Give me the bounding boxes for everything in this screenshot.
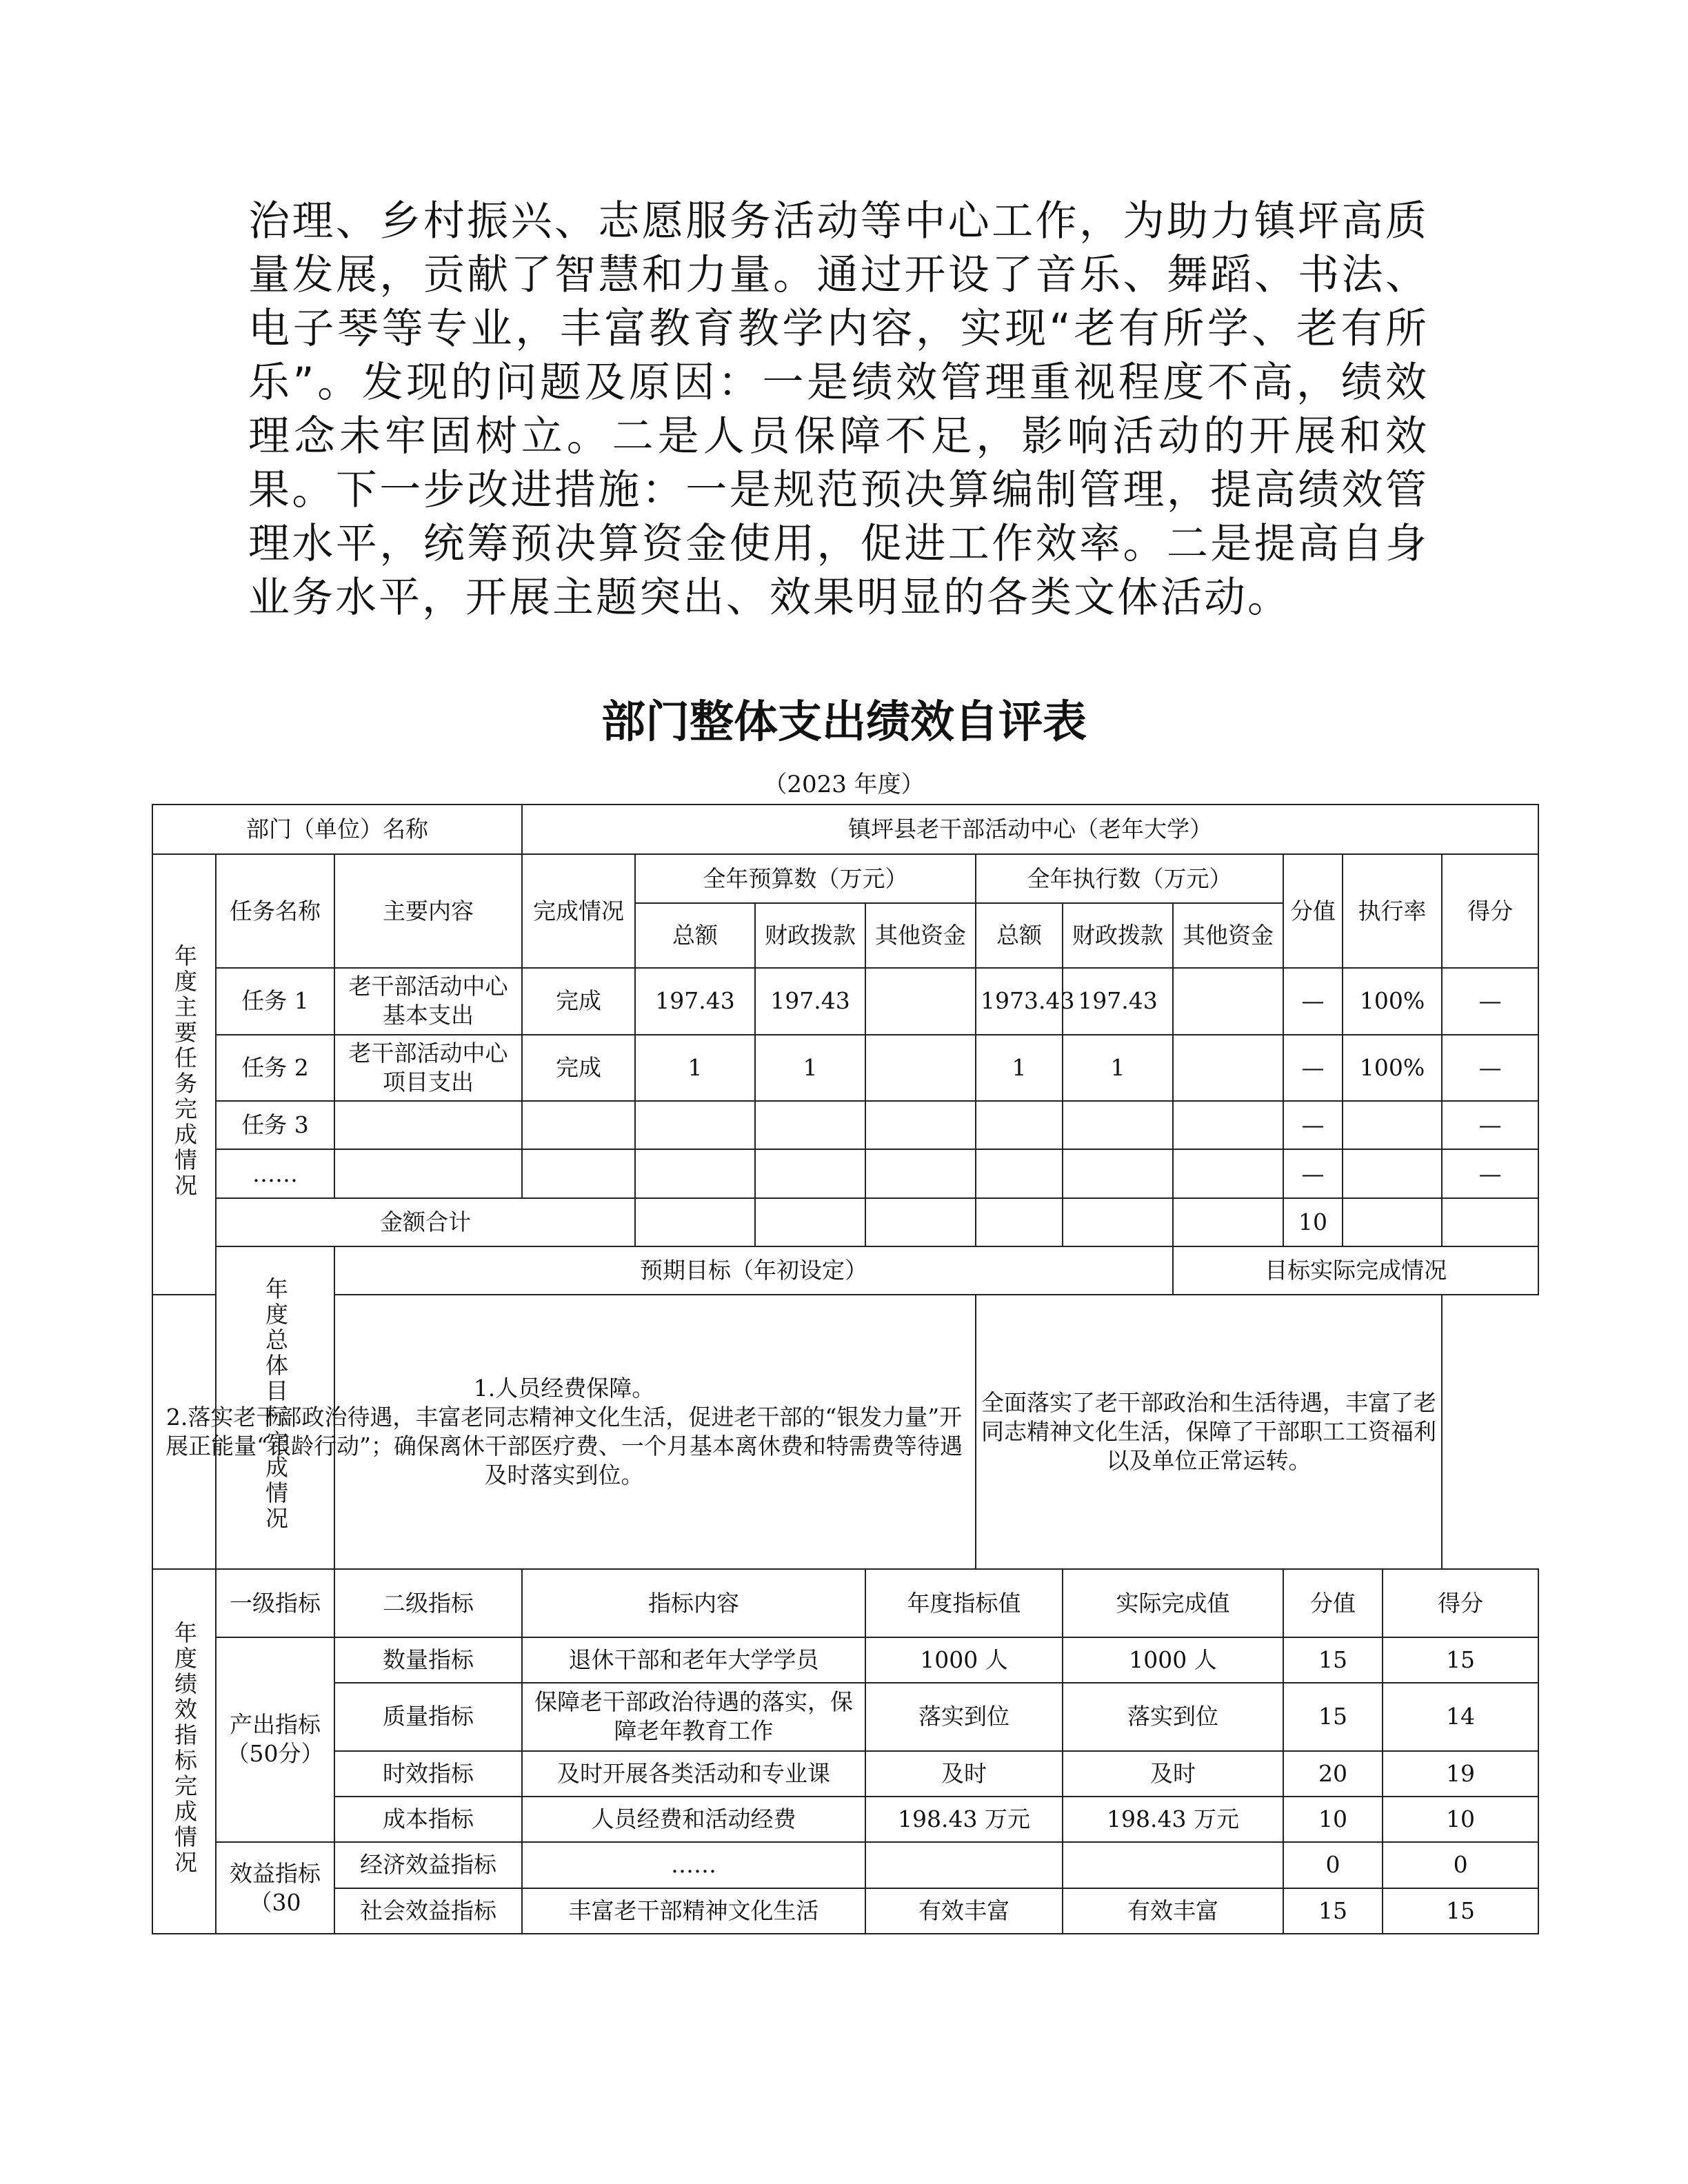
task-got: —	[1442, 1149, 1538, 1197]
body-paragraph: 治理、乡村振兴、志愿服务活动等中心工作，为助力镇坪高质量发展，贡献了智慧和力量。通过开设了音乐、舞蹈、书法、电子琴等专业，丰富教育教学内容，实现“老有所学、老有所乐”。发现的问题及原因：一是绩效管理重视程度不高，绩效理念未牢固树立。二是人员保障不足，影响活动的开展和效果。下一步改进措施：一是规范预决算编制管理，提高绩效管理水平，统筹预决算资金使用，促进工作效率。二是提高自身业务水平，开展主题突出、效果明显的各类文体活动。	[248, 197, 1429, 622]
table-row	[152, 1035, 1538, 1101]
table-row	[152, 968, 1538, 1034]
indicator-got: 15	[1383, 1637, 1538, 1683]
indicator-score-header: 分值	[1283, 1569, 1383, 1637]
exec-other-header: 其他资金	[1173, 903, 1283, 968]
task-rate	[1343, 1149, 1442, 1197]
task-content	[334, 1101, 522, 1149]
exec-fiscal-header: 财政拨款	[1063, 903, 1173, 968]
indicator-actual	[1063, 1842, 1283, 1888]
budget-fiscal: 1	[755, 1035, 865, 1101]
sum-score: 10	[1283, 1198, 1343, 1246]
budget-other	[865, 968, 976, 1034]
indicator-content: 退休干部和老年大学学员	[522, 1637, 865, 1683]
task-got: —	[1442, 1101, 1538, 1149]
indicator-got: 0	[1383, 1842, 1538, 1888]
task-name: 任务 1	[216, 968, 334, 1034]
budget-other	[865, 1149, 976, 1197]
performance-table	[152, 804, 1539, 1934]
expected-goal-line: 1.人员经费保障。	[473, 1375, 655, 1402]
budget-other	[865, 1035, 976, 1101]
score-header: 分值	[1283, 854, 1343, 968]
task-score: —	[1283, 968, 1343, 1034]
table-row	[152, 1888, 1538, 1934]
task-name: 任务 3	[216, 1101, 334, 1149]
indicator-target: 及时	[865, 1751, 1063, 1797]
got-header: 得分	[1442, 854, 1538, 968]
indicator-actual: 及时	[1063, 1751, 1283, 1797]
level2: 成本指标	[334, 1797, 522, 1842]
level1-header: 一级指标	[216, 1569, 334, 1637]
indicator-score: 10	[1283, 1797, 1383, 1842]
task-rate	[1343, 1101, 1442, 1149]
task-status: 完成	[522, 968, 635, 1034]
budget-other	[865, 1101, 976, 1149]
actual-goal-header: 目标实际完成情况	[1173, 1246, 1538, 1295]
indicator-content: 及时开展各类活动和专业课	[522, 1751, 865, 1797]
exec-fiscal: 197.43	[1063, 968, 1173, 1034]
task-status	[522, 1101, 635, 1149]
indicator-got: 19	[1383, 1751, 1538, 1797]
indicator-content: 丰富老干部精神文化生活	[522, 1888, 865, 1934]
exec-fiscal	[1063, 1101, 1173, 1149]
target-header: 年度指标值	[865, 1569, 1063, 1637]
budget-fiscal	[755, 1149, 865, 1197]
goals-section-label: 年度总体目标完成情况	[216, 1246, 334, 1569]
indicator-target: 有效丰富	[865, 1888, 1063, 1934]
output-indicator-group: 产出指标（50分）	[216, 1637, 334, 1842]
sum-label: 金额合计	[216, 1198, 635, 1246]
indicator-content: 人员经费和活动经费	[522, 1797, 865, 1842]
exec-total	[976, 1101, 1063, 1149]
task-content: 老干部活动中心基本支出	[334, 968, 522, 1034]
task-content	[334, 1149, 522, 1197]
indicator-score: 15	[1283, 1683, 1383, 1750]
indicator-content-header: 指标内容	[522, 1569, 865, 1637]
indicator-actual: 198.43 万元	[1063, 1797, 1283, 1842]
indicator-score: 15	[1283, 1637, 1383, 1683]
task-status	[522, 1149, 635, 1197]
task-name: 任务 2	[216, 1035, 334, 1101]
indicator-content: 保障老干部政治待遇的落实，保障老年教育工作	[522, 1683, 865, 1750]
table-row	[152, 1797, 1538, 1842]
benefit-indicator-group: 效益指标（30	[216, 1842, 334, 1934]
indicator-score: 20	[1283, 1751, 1383, 1797]
budget-fiscal	[755, 1101, 865, 1149]
budget-fiscal-header: 财政拨款	[755, 903, 865, 968]
indicator-content: ……	[522, 1842, 865, 1888]
table-row	[152, 1842, 1538, 1888]
table-row	[152, 1637, 1538, 1683]
indicator-target: 1000 人	[865, 1637, 1063, 1683]
budget-total	[635, 1101, 755, 1149]
exec-header: 全年执行数（万元）	[976, 854, 1283, 902]
form-subtitle: （2023 年度）	[763, 771, 925, 798]
indicator-got: 10	[1383, 1797, 1538, 1842]
indicator-got: 15	[1383, 1888, 1538, 1934]
task-score: —	[1283, 1149, 1343, 1197]
level2: 社会效益指标	[334, 1888, 522, 1934]
exec-other	[1173, 1149, 1283, 1197]
exec-total: 1973.43	[976, 968, 1063, 1034]
actual-header: 实际完成值	[1063, 1569, 1283, 1637]
budget-total: 197.43	[635, 968, 755, 1034]
expected-goal-header: 预期目标（年初设定）	[334, 1246, 1173, 1295]
level2: 质量指标	[334, 1683, 522, 1750]
sum-row	[152, 1198, 1538, 1246]
budget-header: 全年预算数（万元）	[635, 854, 976, 902]
indicator-score: 0	[1283, 1842, 1383, 1888]
level2-header: 二级指标	[334, 1569, 522, 1637]
task-rate: 100%	[1343, 968, 1442, 1034]
exec-other	[1173, 1101, 1283, 1149]
dept-value: 镇坪县老干部活动中心（老年大学）	[522, 805, 1538, 854]
dept-label: 部门（单位）名称	[152, 805, 522, 854]
indicator-target	[865, 1842, 1063, 1888]
exec-total: 1	[976, 1035, 1063, 1101]
task-name-header: 任务名称	[216, 854, 334, 968]
task-score: —	[1283, 1035, 1343, 1101]
exec-fiscal: 1	[1063, 1035, 1173, 1101]
indicator-actual: 有效丰富	[1063, 1888, 1283, 1934]
exec-total	[976, 1149, 1063, 1197]
task-got: —	[1442, 1035, 1538, 1101]
budget-fiscal: 197.43	[755, 968, 865, 1034]
expected-goal-line: 2.落实老干部政治待遇，丰富老同志精神文化生活，促进老干部的“银发力量”开展正能量“银龄行动”；确保离休干部医疗费、一个月基本离休费和特需费等待遇及时落实到位。	[165, 1404, 963, 1489]
exec-fiscal	[1063, 1149, 1173, 1197]
level2: 经济效益指标	[334, 1842, 522, 1888]
exec-other	[1173, 968, 1283, 1034]
form-title: 部门整体支出绩效自评表	[601, 697, 1087, 748]
budget-total	[635, 1149, 755, 1197]
exec-other	[1173, 1035, 1283, 1101]
indicator-got: 14	[1383, 1683, 1538, 1750]
budget-other-header: 其他资金	[865, 903, 976, 968]
task-name: ……	[216, 1149, 334, 1197]
actual-goal-text: 全面落实了老干部政治和生活待遇，丰富了老同志精神文化生活，保障了干部职工工资福利以及单位正常运转。	[976, 1295, 1442, 1569]
tasks-section-label: 年度主要任务完成情况	[152, 854, 216, 1295]
task-content: 老干部活动中心项目支出	[334, 1035, 522, 1101]
task-status: 完成	[522, 1035, 635, 1101]
budget-total-header: 总额	[635, 903, 755, 968]
indicator-actual: 落实到位	[1063, 1683, 1283, 1750]
indicators-section-label: 年度绩效指标完成情况	[152, 1569, 216, 1934]
level2: 数量指标	[334, 1637, 522, 1683]
task-status-header: 完成情况	[522, 854, 635, 968]
task-score: —	[1283, 1101, 1343, 1149]
task-content-header: 主要内容	[334, 854, 522, 968]
indicator-actual: 1000 人	[1063, 1637, 1283, 1683]
table-row	[152, 1149, 1538, 1197]
table-row	[152, 1751, 1538, 1797]
table-row	[152, 1683, 1538, 1750]
level2: 时效指标	[334, 1751, 522, 1797]
indicator-target: 落实到位	[865, 1683, 1063, 1750]
indicator-got-header: 得分	[1383, 1569, 1538, 1637]
exec-total-header: 总额	[976, 903, 1063, 968]
table-row	[152, 1101, 1538, 1149]
task-got: —	[1442, 968, 1538, 1034]
rate-header: 执行率	[1343, 854, 1442, 968]
task-rate: 100%	[1343, 1035, 1442, 1101]
indicator-target: 198.43 万元	[865, 1797, 1063, 1842]
budget-total: 1	[635, 1035, 755, 1101]
indicator-score: 15	[1283, 1888, 1383, 1934]
